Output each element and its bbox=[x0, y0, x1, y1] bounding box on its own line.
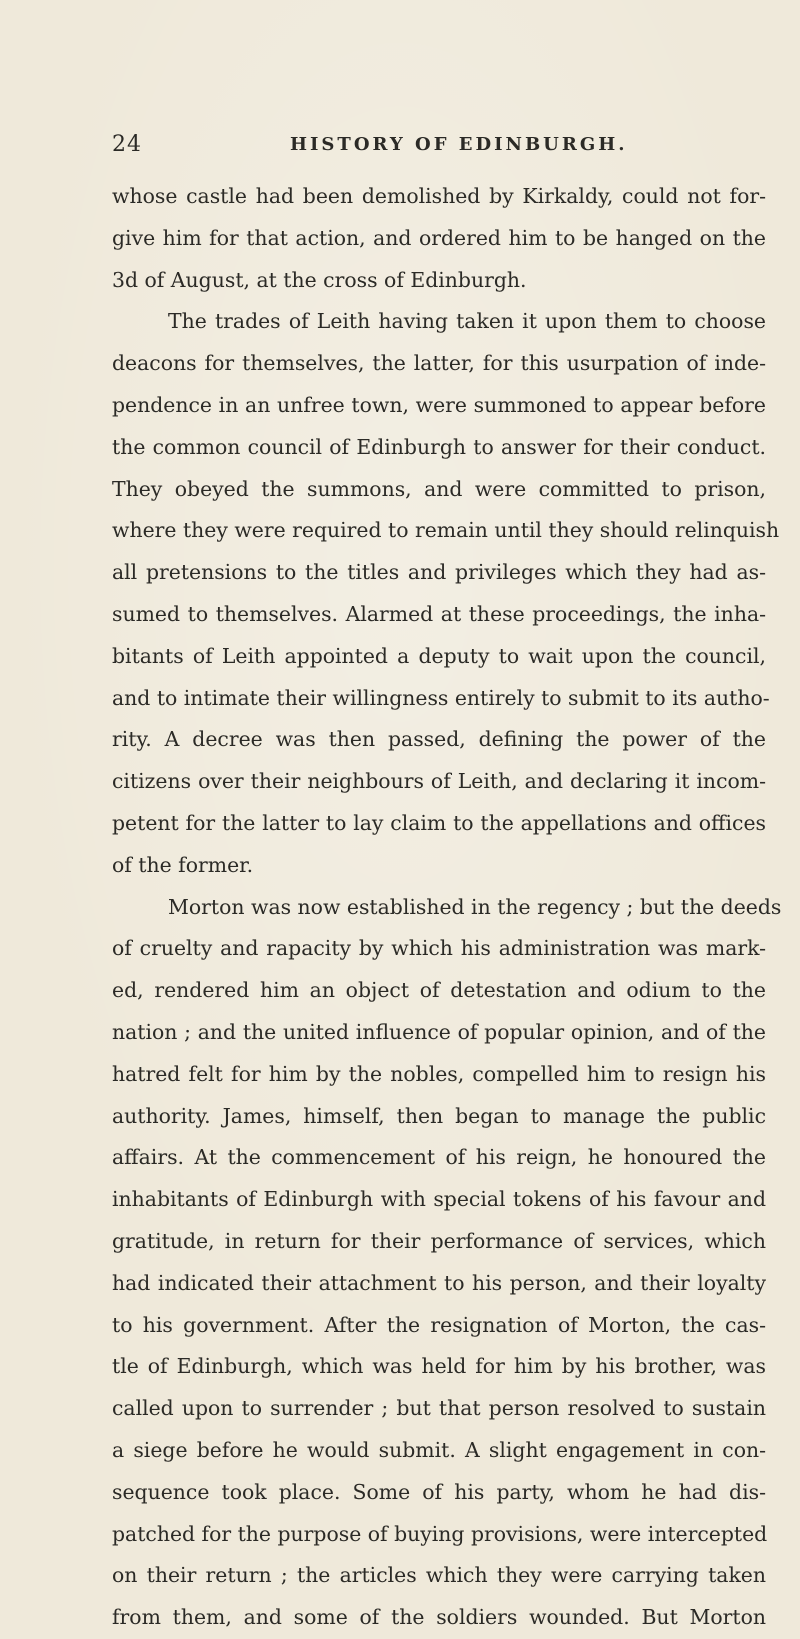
text-line: hatred felt for him by the nobles, compelled him to resign his bbox=[112, 1061, 766, 1086]
text-line: pendence in an unfree town, were summoned to appear before bbox=[112, 392, 766, 417]
text-line: had indicated their attachment to his person, and their loyalty bbox=[112, 1270, 766, 1295]
text-line: citizens over their neighbours of Leith, and declaring it incom- bbox=[112, 769, 766, 794]
page-header bbox=[112, 132, 762, 162]
text-line: to his government. After the resignation of Morton, the cas- bbox=[112, 1312, 766, 1337]
text-line: inhabitants of Edinburgh with special tokens of his favour and bbox=[112, 1187, 766, 1212]
text-line: gratitude, in return for their performance of services, which bbox=[112, 1228, 766, 1253]
text-line: whose castle had been demolished by Kirkaldy, could not for- bbox=[112, 184, 766, 208]
text-line: deacons for themselves, the latter, for this usurpation of inde- bbox=[112, 351, 766, 376]
text-line: affairs. At the commencement of his reign, he honoured the bbox=[112, 1145, 766, 1170]
text-line: give him for that action, and ordered him to be hanged on the bbox=[112, 225, 766, 250]
text-line: of cruelty and rapacity by which his administration was mark- bbox=[112, 936, 766, 961]
text-line: sumed to themselves. Alarmed at these proceedings, the inha- bbox=[112, 601, 766, 626]
text-line: Morton was now established in the regency ; but the deeds bbox=[168, 894, 782, 919]
text-line: a siege before he would submit. A slight engagement in con- bbox=[112, 1437, 766, 1462]
text-line: from them, and some of the soldiers wounded. But Morton bbox=[112, 1605, 766, 1630]
text-line: authority. James, himself, then began to manage the public bbox=[112, 1103, 766, 1128]
text-line: The trades of Leith having taken it upon them to choose bbox=[168, 309, 766, 334]
text-line: and to intimate their willingness entirely to submit to its autho- bbox=[112, 685, 770, 710]
text-line: the common council of Edinburgh to answer for their conduct. bbox=[112, 434, 766, 459]
running-title: HISTORY OF EDINBURGH. bbox=[290, 134, 628, 155]
text-line: all pretensions to the titles and privileges which they had as- bbox=[112, 560, 766, 585]
text-line: tle of Edinburgh, which was held for him by his brother, was bbox=[112, 1354, 766, 1379]
body-text bbox=[112, 176, 782, 1639]
text-line: rity. A decree was then passed, defining the power of the bbox=[112, 727, 766, 752]
text-line: of the former. bbox=[112, 852, 254, 877]
text-line: petent for the latter to lay claim to the appellations and offices bbox=[112, 810, 766, 835]
text-line: where they were required to remain until they should relinquish bbox=[112, 518, 780, 543]
text-line: patched for the purpose of buying provisions, were intercepted bbox=[112, 1521, 768, 1546]
text-line: nation ; and the united influence of popular opinion, and of the bbox=[112, 1019, 766, 1044]
page-number: 24 bbox=[112, 132, 142, 157]
text-line: 3d of August, at the cross of Edinburgh. bbox=[112, 267, 527, 292]
text-line: ed, rendered him an object of detestation and odium to the bbox=[112, 978, 766, 1003]
text-line: They obeyed the summons, and were committed to prison, bbox=[112, 476, 766, 501]
text-line: on their return ; the articles which they were carrying taken bbox=[112, 1563, 766, 1588]
text-line: sequence took place. Some of his party, whom he had dis- bbox=[112, 1479, 766, 1504]
text-line: called upon to surrender ; but that person resolved to sustain bbox=[112, 1396, 766, 1421]
text-line: bitants of Leith appointed a deputy to wait upon the council, bbox=[112, 643, 766, 668]
